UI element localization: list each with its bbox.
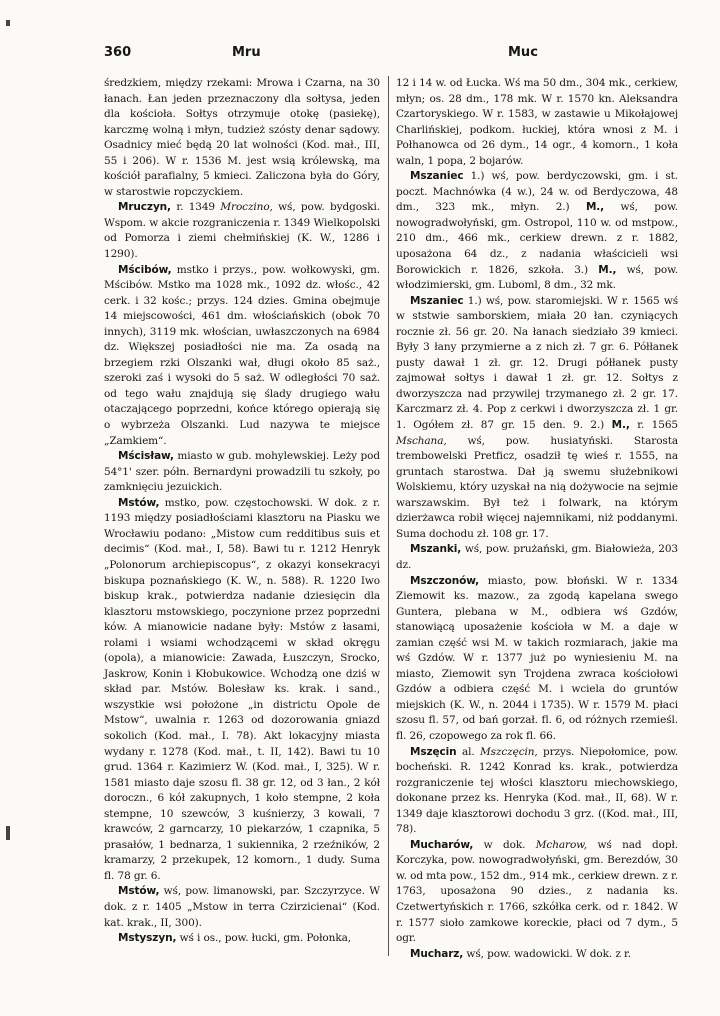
right-running-head: Muc <box>508 45 538 60</box>
entry-headword: Mstyszyn, <box>118 932 177 945</box>
entry-mszaniec-2: Mszaniec 1.) wś, pow. staromiejski. W r. 1565 wś w ststwie samborskiem, miała 20 łan. czyniących rocznie zł. 56 gr. 20. Na łanach siedziało 39 kmieci. Były 3 łany przymierne a z nich zł. 7 gr. 6. Półłanek pusty dawał 1 zł. gr. 12. Drugi półłanek pusty zajmował sołtys i dawał 1 zł. gr. 12. Sołtys z dworzyszcza nad przywilej trzymanego zł. 2 gr. 17. Karczmarz zł. 4. Pop z cerkwi i dworzyszcza zł. 1 gr. 1. Ogółem zł. 87 gr. 15 den. 9. 2.) M., r. 1565 Mschana, wś, pow. husiatyński. Starosta trembowelski Pretficz, osadził tę wieś r. 1555, na gruntach starostwa. Dał ją swemu służebnikowi Wolskiemu, który uzyskał na nią dożywocie na sejmie warszawskim. Był też i folwark, na którym dzierżawca robił więcej najemnikami, niż poddanymi. Suma dochodu zł. 108 gr. 17. <box>396 294 678 540</box>
entry-headword: Mszczonów, <box>410 574 480 587</box>
entry-headword: Mszaniec <box>410 294 464 307</box>
entry-headword: Mucharów, <box>410 838 474 851</box>
entry-headword: Mszęcin <box>410 745 457 758</box>
entry-continuation: średzkiem, między rzekami: Mrowa i Czarna, na 30 łanach. Łan jeden przeznaczony dla sołtysa, jeden dla kościoła. Sołtys otrzymuje otokę (pasiekę), karczmę wolną i młyn, tudzież szósty denar sądowy. Osadnicy mieć będą 20 lat wolności (Kod. mał., III, 55 i 206). W r. 1536 M. jest wsią królewską, ma kościół parafialny, 5 kmieci. Zaliczona była do Góry, w starostwie ropczyckiem. <box>104 77 380 198</box>
scan-margin-mark <box>6 20 10 26</box>
left-column <box>104 76 380 947</box>
scan-margin-mark <box>6 826 10 840</box>
entry-headword: Mścisław, <box>118 450 174 463</box>
running-header <box>104 45 678 65</box>
entry-mscibow: Mścibów, mstko i przys., pow. wołkowyski, gm. Mścibów. Mstko ma 1028 mk., 1092 dz. włośc., 42 cerk. i 32 kośc.; przys. 124 dzies. Gmina obejmuje 14 miejscowości, 461 dm. włościańskich (obok 70 innych), 3119 mk. włościan, uwłaszczonych na 6984 dz. Większej posiadłości nie ma. Za osadą na brzegiem rzki Olszanki wał, długi około 85 saż., szeroki zaś i wysoki do 5 saż. W odległości 70 saż. od tego wału znajdują się ślady drugiego wału otaczającego poprzedni, końce którego opierają się o wybrzeża Olszanki. Lud nazywa te miejsce „Zamkiem“. <box>104 263 380 447</box>
entry-mszanki: Mszanki, wś, pow. prużański, gm. Białowieża, 203 dz. <box>396 543 678 571</box>
entry-mstow: Mstów, mstko, pow. częstochowski. W dok. z r. 1193 między posiadłościami klasztoru na Piasku we Wrocławiu podano: „Mistow cum redditibus suis et decimis“ (Kod. mał., I, 58). Bawi tu r. 1212 Henryk „Polonorum archiepiscopus“, z okazyi konsekracyi biskupa poznańskiego (K. W., n. 588). R. 1220 Iwo biskup krak., potwierdza nadanie dziesięcin dla klasztoru mstowskiego, poczynione przez poprzedni ków. A mianowicie nadane były: Mstów z łasami, rolami i wsiami wchodzącemi w skład okręgu (opola), a mianowicie: Zawada, Łuszczyn, Srocko, Jaskrow, Konin i Kłobukowice. Wchodzą one dziś w skład par. Mstów. Bolesław ks. krak. i sand., wszystkie wsi położone „in districtu Opole de Mstow“, uwalnia r. 1263 od dozorowania gniazd sokolich (Kod. mał., I. 78). Akt lokacyjny miasta wydany r. 1278 (Kod. mał., t. II, 142). Bawi tu 10 grud. 1364 r. Kazimierz W. (Kod. mał., I, 325). W r. 1581 miasto daje szosu fl. 38 gr. 12, od 3 łan., 2 kół doroczn., 6 kół zakupnych, 1 koło stempne, 2 koła stempne, 10 szewców, 3 kuśnierzy, 3 kowali, 7 krawców, 2 garncarzy, 10 piekarzów, 1 czapnika, 5 prasałów, 1 bednarza, 1 sukiennika, 2 rzeźników, 2 kramarzy, 2 przekupek, 12 komorn., 1 dudy. Suma fl. 78 gr. 6. <box>104 496 380 882</box>
entry-headword: Mstów, <box>118 885 160 898</box>
entry-mstow-2: Mstów, wś, pow. limanowski, par. Szczyrzyce. W dok. z r. 1405 „Mstow in terra Czirzicienai“ (Kod. kat. krak., II, 300). <box>104 885 380 929</box>
entry-headword: Mścibów, <box>118 263 172 276</box>
entry-mucharz: Mucharz, wś, pow. wadowicki. W dok. z r. <box>410 947 632 960</box>
entry-mruczyn: Mruczyn, r. 1349 Mroczino, wś, pow. bydgoski. Wspom. w akcie rozgraniczenia r. 1349 Wielkopolski od Pomorza i ziemi chełmińskiej (K. W., 1286 i 1290). <box>104 201 380 261</box>
entry-mstyszyn: Mstyszyn, wś i os., pow. łucki, gm. Połonka, <box>118 932 351 945</box>
page-number: 360 <box>104 45 132 60</box>
entry-headword: Mszaniec <box>410 170 464 183</box>
entry-headword: Mruczyn, <box>118 201 171 214</box>
entry-headword: Mucharz, <box>410 947 464 960</box>
entry-continuation: 12 i 14 w. od Łucka. Wś ma 50 dm., 304 mk., cerkiew, młyn; os. 28 dm., 178 mk. W r. 1570 kn. Aleksandra Czartoryskiego. W r. 1583, w zastawie u Mikołajowej Charlińskiej, podkom. łuckiej, która wnosi z M. i Połhanowca od 26 dym., 14 ogr., 4 komorn., 1 koła waln, 1 popa, 2 bojarów. <box>396 77 678 167</box>
entry-mucharow: Mucharów, w dok. Mcharow, wś nad dopł. Korczyka, pow. nowogradwołyński, gm. Berezdów, 30 w. od mta pow., 152 dm., 914 mk., cerkiew drewn. z r. 1763, uposażona 90 dzies., z nadania ks. Czetwertyńskich r. 1766, szkółka cerk. od r. 1842. W r. 1577 sioło zamkowe koreckie, płaci od 7 dym., 5 ogr. <box>396 838 678 945</box>
entry-mszaniec-1: Mszaniec 1.) wś, pow. berdyczowski, gm. i st. poczt. Machnówka (4 w.), 24 w. od Berdyczowa, 48 dm., 323 mk., młyn. 2.) M., wś, pow. nowogradwołyński, gm. Ostropol, 110 w. od mstpow., 210 dm., 466 mk., cerkiew drewn. z r. 1882, uposażona 64 dz., z nadania właścicieli wsi Borowickich r. 1826, szkoła. 3.) M., wś, pow. włodzimierski, gm. Luboml, 8 dm., 32 mk. <box>396 170 678 292</box>
entry-mscislaw: Mścisław, miasto w gub. mohylewskiej. Leży pod 54°1' szer. półn. Bernardyni prowadzili tu szkoły, po zamknięciu jezuickich. <box>104 450 380 494</box>
entry-headword: Mstów, <box>118 496 160 509</box>
right-column <box>396 76 678 962</box>
entry-mszczonow: Mszczonów, miasto, pow. błoński. W r. 1334 Ziemowit ks. mazow., za zgodą kapelana swego Guntera, plebana w M., odbiera wś Gzdów, stanowiącą uposażenie kościoła w M. a daje w zamian część wsi M. w takich rozmiarach, jakie ma wś Gzdów. W r. 1377 już po wyniesieniu M. na miasto, Ziemowit syn Trojdena zwraca kościołowi Gzdów a odbiera część M. i wciela do gruntów miejskich (K. W., n. 2044 i 1735). W r. 1579 M. płaci szosu fl. 57, od bań gorzał. fl. 6, od różnych rzemieśl. fl. 26, czopowego za rok fl. 66. <box>396 574 678 742</box>
entry-headword: Mszanki, <box>410 543 462 556</box>
column-divider <box>388 76 389 956</box>
entry-mszecin: Mszęcin al. Mszczęcin, przys. Niepołomice, pow. bocheński. R. 1242 Konrad ks. krak., potwierdza rozgraniczenie tej włości klasztoru miechowskiego, dokonane przez ks. Henryka (Kod. mał., II, 68). W r. 1349 daje klasztorowi dochodu 3 grz. ((Kod. mał., III, 78). <box>396 745 678 836</box>
left-running-head: Mru <box>232 45 261 60</box>
